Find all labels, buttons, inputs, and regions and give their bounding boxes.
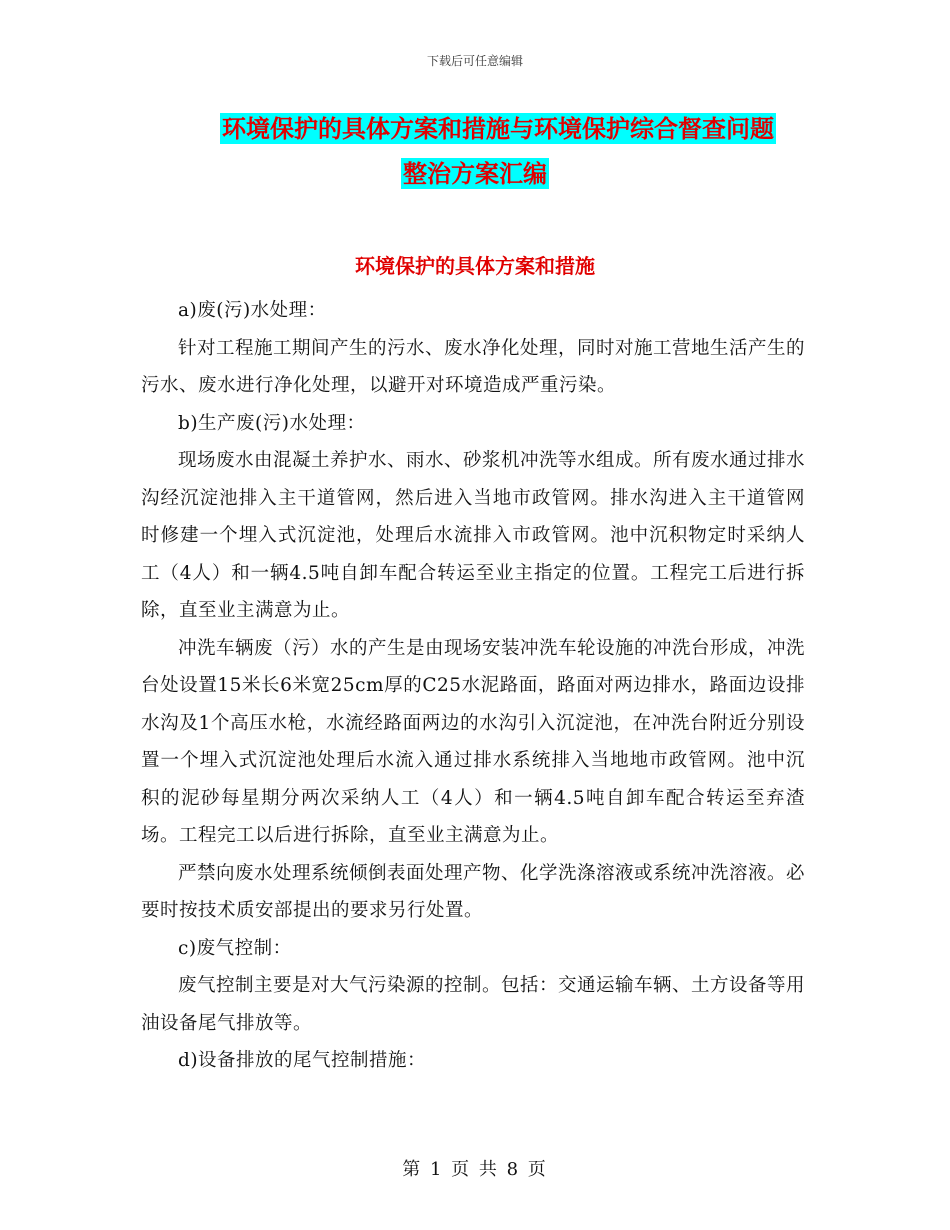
document-title-line-1: [0, 113, 950, 145]
paragraph: 严禁向废水处理系统倾倒表面处理产物、化学洗涤溶液或系统冲洗溶液。必要时按技术质安部提出的要求另行处置。: [141, 862, 806, 921]
paragraph: 冲洗车辆废（污）水的产生是由现场安装冲洗车轮设施的冲洗台形成，冲洗台处设置15米长6米宽25cm厚的C25水泥路面，路面对两边排水，路面边设排水沟及1个高压水枪，水流经路面两边的水沟引入沉淀池，在冲洗台附近分别设置一个埋入式沉淀池处理后水流入通过排水系统排入当地地市政管网。池中沉积的泥砂每星期分两次采纳人工（4人）和一辆4.5吨自卸车配合转运至弃渣场。工程完工以后进行拆除，直至业主满意为止。: [141, 637, 806, 846]
body-content: [141, 292, 805, 1080]
section-title: 环境保护的具体方案和措施: [355, 254, 595, 278]
header-note: 下载后可任意编辑: [426, 54, 523, 68]
title-highlight-1: 环境保护的具体方案和措施与环境保护综合督查问题: [222, 114, 774, 143]
paragraph: c)废气控制：: [178, 937, 292, 959]
paragraph: 针对工程施工期间产生的污水、废水净化处理，同时对施工营地生活产生的污水、废水进行净化处理，以避开对环境造成严重污染。: [141, 337, 806, 396]
page-footer: 第 1 页 共 8 页: [402, 1159, 548, 1180]
paragraph: a)废(污)水处理：: [178, 300, 327, 321]
document-title-line-2: [0, 158, 950, 190]
paragraph: b)生产废(污)水处理：: [178, 412, 366, 434]
paragraph: 现场废水由混凝土养护水、雨水、砂浆机冲洗等水组成。所有废水通过排水沟经沉淀池排入主干道管网，然后进入当地市政管网。排水沟进入主干道管网时修建一个埋入式沉淀池，处理后水流排入市政管网。池中沉积物定时采纳人工（4人）和一辆4.5吨自卸车配合转运至业主指定的位置。工程完工后进行拆除，直至业主满意为止。: [141, 450, 806, 621]
title-highlight-2: 整治方案汇编: [403, 159, 547, 188]
paragraph: 废气控制主要是对大气污染源的控制。包括：交通运输车辆、土方设备等用油设备尾气排放等。: [141, 975, 806, 1034]
paragraph: d)设备排放的尾气控制措施：: [178, 1050, 427, 1071]
